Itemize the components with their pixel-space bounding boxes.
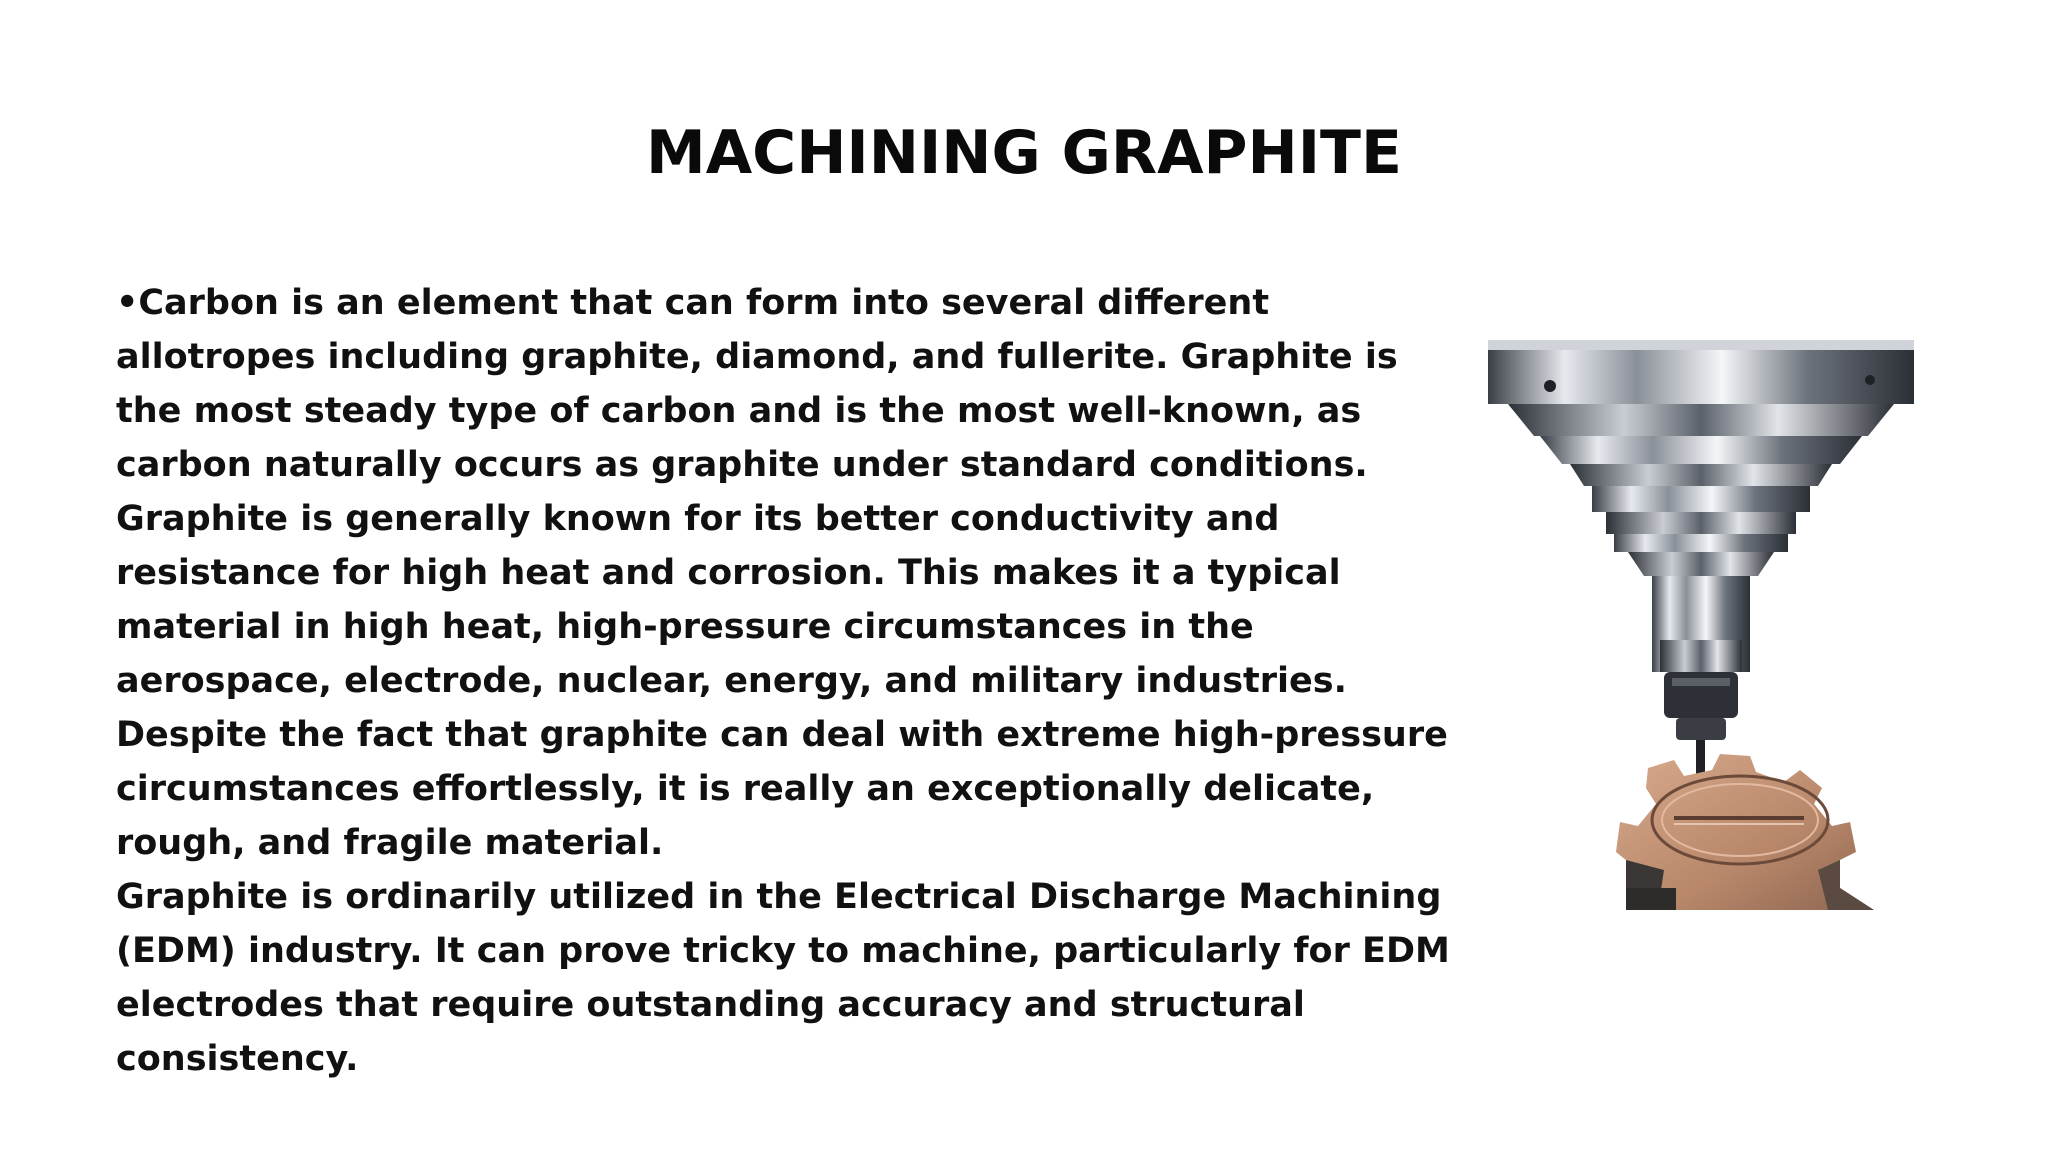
cnc-spindle-image: [1488, 340, 1918, 910]
paragraph-carbon-allotropes: •Carbon is an element that can form into several different allotropes including graphite, diamond, and fullerite. Graphite is the most steady type of carbon and is the most well-known, as carbon naturally occurs as graphite under standard conditions. Graphite is generally known for its better conductivity and resistance for high heat and corrosion. This makes it a typical material in high heat, high-pressure circumstances in the aerospace, electrode, nuclear, energy, and military industries. Despite the fact that graphite can deal with extreme high-pressure circumstances effortlessly, it is really an exceptionally delicate, rough, and fragile material.: [116, 283, 1448, 863]
paragraph-edm-industry: Graphite is ordinarily utilized in the Electrical Discharge Machining (EDM) industry. It can prove tricky to machine, particularly for EDM electrodes that require outstanding accuracy and structural consistency.: [116, 877, 1450, 1079]
slide-title: MACHINING GRAPHITE: [646, 118, 1402, 188]
cnc-spindle-milling-icon: [1488, 340, 1918, 910]
body-text: [116, 276, 1456, 1086]
